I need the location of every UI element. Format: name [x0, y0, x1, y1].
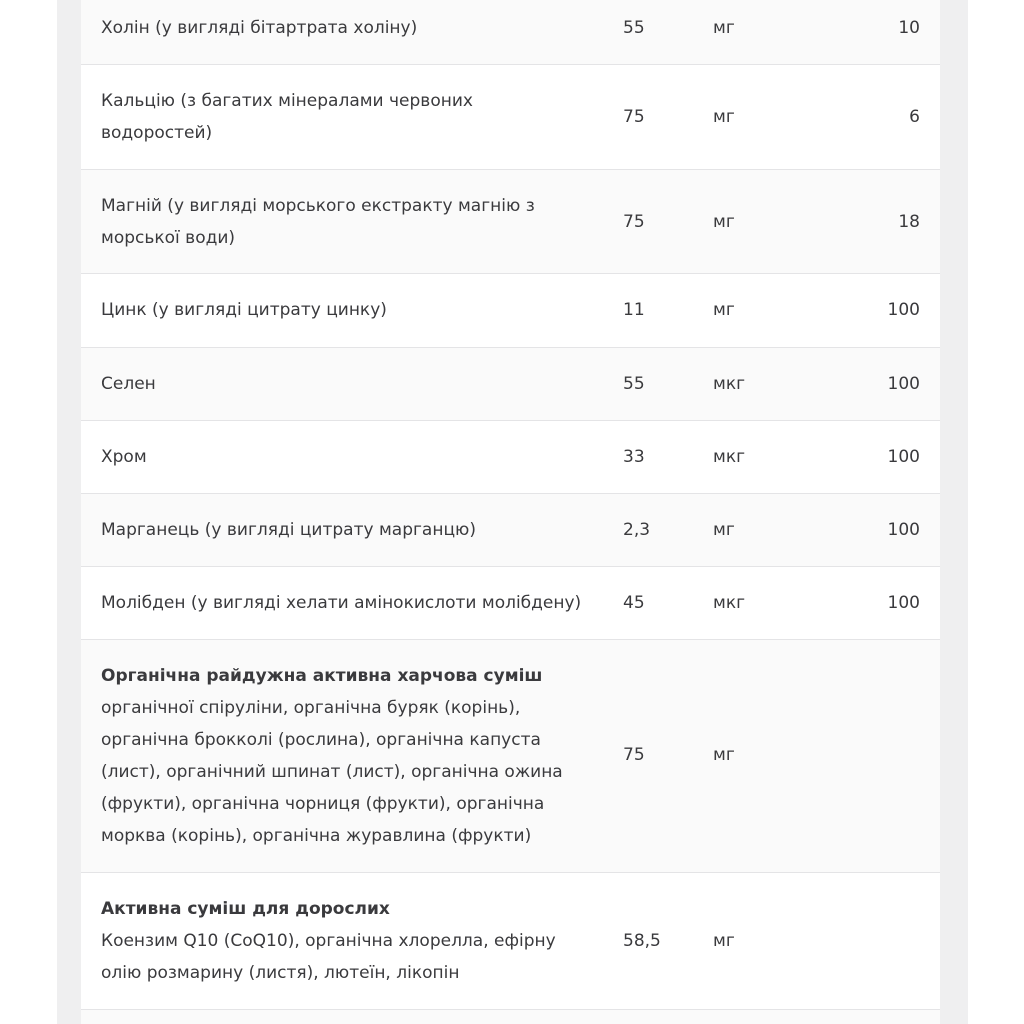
ingredient-unit: мг	[713, 18, 735, 38]
table-row	[81, 873, 940, 1010]
table-row	[81, 494, 940, 567]
table-row	[81, 1010, 940, 1024]
ingredient-unit: мкг	[713, 447, 746, 467]
ingredient-amount: 55	[623, 18, 645, 38]
blend-title: Органічна райдужна активна харчова суміш	[101, 666, 543, 686]
ingredient-amount: 45	[623, 593, 645, 613]
table-row	[81, 421, 940, 494]
ingredient-name: Цинк (у вигляді цитрату цинку)	[101, 300, 387, 320]
blend-description: органічної спіруліни, органічна буряк (корінь), органічна брокколі (рослина), органічна капуста (лист), органічний шпинат (лист), органічна ожина (фрукти), органічна чорниця (фрукти), органічна морква (корінь), органічна журавлина (фрукти)	[101, 698, 563, 846]
ingredient-amount: 75	[623, 745, 645, 765]
ingredient-unit: мг	[713, 745, 735, 765]
daily-value: 6	[909, 107, 920, 127]
nutrition-table	[81, 0, 940, 1024]
ingredient-amount: 33	[623, 447, 645, 467]
table-row	[81, 640, 940, 873]
table-row	[81, 0, 940, 65]
ingredient-unit: мг	[713, 107, 735, 127]
daily-value: 100	[887, 447, 920, 467]
ingredient-name: Молібден (у вигляді хелати амінокислоти молібдену)	[101, 593, 582, 613]
ingredient-name: Кальцію (з багатих мінералами червоних водоростей)	[101, 91, 473, 143]
daily-value: 10	[898, 18, 920, 38]
ingredient-name	[101, 893, 601, 989]
ingredient-unit: мкг	[713, 374, 746, 394]
table-row	[81, 274, 940, 348]
blend-title: Активна суміш для дорослих	[101, 899, 390, 919]
daily-value: 100	[887, 520, 920, 540]
ingredient-unit: мг	[713, 212, 735, 232]
ingredient-name: Холін (у вигляді бітартрата холіну)	[101, 18, 418, 38]
table-row	[81, 170, 940, 274]
ingredient-name: Магній (у вигляді морського екстракту магнію з морської води)	[101, 196, 535, 248]
blend-description: Коензим Q10 (CoQ10), органічна хлорелла, ефірну олію розмарину (листя), лютеїн, лікопін	[101, 931, 556, 983]
ingredient-amount: 55	[623, 374, 645, 394]
table-row	[81, 65, 940, 170]
daily-value: 100	[887, 374, 920, 394]
daily-value: 18	[898, 212, 920, 232]
ingredient-amount: 2,3	[623, 520, 651, 540]
ingredient-name: Хром	[101, 447, 147, 467]
ingredient-unit: мг	[713, 931, 735, 951]
ingredient-unit: мг	[713, 300, 735, 320]
ingredient-unit: мг	[713, 520, 735, 540]
ingredient-name: Марганець (у вигляді цитрату марганцю)	[101, 520, 476, 540]
ingredient-amount: 58,5	[623, 931, 661, 951]
ingredient-amount: 75	[623, 107, 645, 127]
ingredient-amount: 11	[623, 300, 645, 320]
ingredient-name	[101, 660, 601, 852]
daily-value: 100	[887, 300, 920, 320]
daily-value: 100	[887, 593, 920, 613]
ingredient-name: Селен	[101, 374, 156, 394]
ingredient-amount: 75	[623, 212, 645, 232]
table-row	[81, 567, 940, 640]
table-row	[81, 348, 940, 421]
ingredient-unit: мкг	[713, 593, 746, 613]
